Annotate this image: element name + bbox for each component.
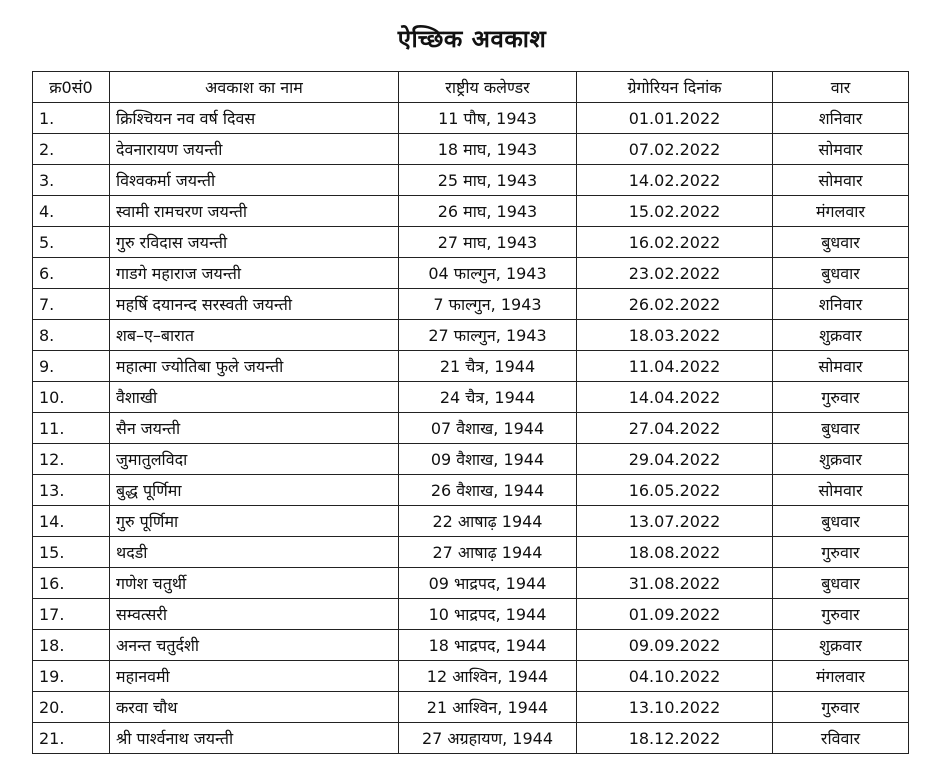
holiday-name-cell: श्री पार्श्वनाथ जयन्ती (110, 723, 399, 754)
gregorian-date-cell: 18.12.2022 (577, 723, 773, 754)
table-row (33, 196, 909, 227)
national-calendar-cell: 27 आषाढ़ 1944 (399, 537, 577, 568)
serial-number-cell: 14. (33, 506, 110, 537)
header-holiday-name: अवकाश का नाम (110, 72, 399, 103)
national-calendar-cell: 12 आश्विन, 1944 (399, 661, 577, 692)
serial-number-cell: 21. (33, 723, 110, 754)
holiday-name-cell: करवा चौथ (110, 692, 399, 723)
gregorian-date-cell: 14.02.2022 (577, 165, 773, 196)
table-row (33, 165, 909, 196)
gregorian-date-cell: 01.09.2022 (577, 599, 773, 630)
table-row (33, 134, 909, 165)
gregorian-date-cell: 29.04.2022 (577, 444, 773, 475)
table-row (33, 723, 909, 754)
national-calendar-cell: 11 पौष, 1943 (399, 103, 577, 134)
weekday-cell: बुधवार (773, 258, 909, 289)
serial-number-cell: 15. (33, 537, 110, 568)
national-calendar-cell: 04 फाल्गुन, 1943 (399, 258, 577, 289)
national-calendar-cell: 27 अग्रहायण, 1944 (399, 723, 577, 754)
weekday-cell: मंगलवार (773, 661, 909, 692)
weekday-cell: शुक्रवार (773, 320, 909, 351)
header-weekday: वार (773, 72, 909, 103)
holiday-name-cell: गुरु पूर्णिमा (110, 506, 399, 537)
national-calendar-cell: 10 भाद्रपद, 1944 (399, 599, 577, 630)
gregorian-date-cell: 23.02.2022 (577, 258, 773, 289)
gregorian-date-cell: 01.01.2022 (577, 103, 773, 134)
holiday-name-cell: अनन्त चतुर्दशी (110, 630, 399, 661)
gregorian-date-cell: 16.05.2022 (577, 475, 773, 506)
serial-number-cell: 20. (33, 692, 110, 723)
serial-number-cell: 9. (33, 351, 110, 382)
serial-number-cell: 17. (33, 599, 110, 630)
national-calendar-cell: 22 आषाढ़ 1944 (399, 506, 577, 537)
national-calendar-cell: 27 फाल्गुन, 1943 (399, 320, 577, 351)
page-title: ऐच्छिक अवकाश (397, 25, 547, 53)
holiday-name-cell: वैशाखी (110, 382, 399, 413)
national-calendar-cell: 21 चैत्र, 1944 (399, 351, 577, 382)
holiday-name-cell: देवनारायण जयन्ती (110, 134, 399, 165)
table-row (33, 692, 909, 723)
holiday-name-cell: महानवमी (110, 661, 399, 692)
serial-number-cell: 11. (33, 413, 110, 444)
table-row (33, 258, 909, 289)
optional-holidays-table (32, 71, 909, 754)
table-row (33, 444, 909, 475)
serial-number-cell: 16. (33, 568, 110, 599)
gregorian-date-cell: 18.08.2022 (577, 537, 773, 568)
holiday-name-cell: महात्मा ज्योतिबा फुले जयन्ती (110, 351, 399, 382)
table-header-row (33, 72, 909, 103)
holiday-name-cell: गणेश चतुर्थी (110, 568, 399, 599)
serial-number-cell: 4. (33, 196, 110, 227)
gregorian-date-cell: 26.02.2022 (577, 289, 773, 320)
serial-number-cell: 8. (33, 320, 110, 351)
serial-number-cell: 6. (33, 258, 110, 289)
weekday-cell: सोमवार (773, 165, 909, 196)
holiday-name-cell: थदडी (110, 537, 399, 568)
national-calendar-cell: 09 भाद्रपद, 1944 (399, 568, 577, 599)
holiday-name-cell: विश्वकर्मा जयन्ती (110, 165, 399, 196)
table-row (33, 599, 909, 630)
serial-number-cell: 5. (33, 227, 110, 258)
holiday-name-cell: सैन जयन्ती (110, 413, 399, 444)
gregorian-date-cell: 13.07.2022 (577, 506, 773, 537)
table-row (33, 475, 909, 506)
weekday-cell: बुधवार (773, 413, 909, 444)
weekday-cell: बुधवार (773, 568, 909, 599)
serial-number-cell: 19. (33, 661, 110, 692)
national-calendar-cell: 25 माघ, 1943 (399, 165, 577, 196)
national-calendar-cell: 18 माघ, 1943 (399, 134, 577, 165)
weekday-cell: बुधवार (773, 506, 909, 537)
serial-number-cell: 12. (33, 444, 110, 475)
weekday-cell: बुधवार (773, 227, 909, 258)
serial-number-cell: 3. (33, 165, 110, 196)
weekday-cell: गुरुवार (773, 692, 909, 723)
holiday-name-cell: स्वामी रामचरण जयन्ती (110, 196, 399, 227)
weekday-cell: शनिवार (773, 289, 909, 320)
national-calendar-cell: 24 चैत्र, 1944 (399, 382, 577, 413)
header-gregorian-date: ग्रेगोरियन दिनांक (577, 72, 773, 103)
table-row (33, 289, 909, 320)
serial-number-cell: 10. (33, 382, 110, 413)
holiday-name-cell: सम्वत्सरी (110, 599, 399, 630)
table-row (33, 227, 909, 258)
holiday-name-cell: गाडगे महाराज जयन्ती (110, 258, 399, 289)
national-calendar-cell: 26 माघ, 1943 (399, 196, 577, 227)
gregorian-date-cell: 09.09.2022 (577, 630, 773, 661)
holiday-name-cell: क्रिश्चियन नव वर्ष दिवस (110, 103, 399, 134)
serial-number-cell: 7. (33, 289, 110, 320)
weekday-cell: गुरुवार (773, 537, 909, 568)
gregorian-date-cell: 27.04.2022 (577, 413, 773, 444)
national-calendar-cell: 21 आश्विन, 1944 (399, 692, 577, 723)
gregorian-date-cell: 18.03.2022 (577, 320, 773, 351)
table-row (33, 537, 909, 568)
table-row (33, 630, 909, 661)
gregorian-date-cell: 07.02.2022 (577, 134, 773, 165)
weekday-cell: सोमवार (773, 134, 909, 165)
gregorian-date-cell: 11.04.2022 (577, 351, 773, 382)
weekday-cell: शुक्रवार (773, 630, 909, 661)
table-row (33, 351, 909, 382)
gregorian-date-cell: 15.02.2022 (577, 196, 773, 227)
header-national-calendar: राष्ट्रीय कलेण्डर (399, 72, 577, 103)
weekday-cell: सोमवार (773, 475, 909, 506)
table-row (33, 413, 909, 444)
table-row (33, 103, 909, 134)
weekday-cell: शुक्रवार (773, 444, 909, 475)
national-calendar-cell: 09 वैशाख, 1944 (399, 444, 577, 475)
table-row (33, 506, 909, 537)
gregorian-date-cell: 04.10.2022 (577, 661, 773, 692)
national-calendar-cell: 26 वैशाख, 1944 (399, 475, 577, 506)
weekday-cell: शनिवार (773, 103, 909, 134)
national-calendar-cell: 27 माघ, 1943 (399, 227, 577, 258)
serial-number-cell: 18. (33, 630, 110, 661)
gregorian-date-cell: 31.08.2022 (577, 568, 773, 599)
serial-number-cell: 13. (33, 475, 110, 506)
table-row (33, 661, 909, 692)
holiday-name-cell: जुमातुलविदा (110, 444, 399, 475)
gregorian-date-cell: 13.10.2022 (577, 692, 773, 723)
table-row (33, 320, 909, 351)
serial-number-cell: 2. (33, 134, 110, 165)
gregorian-date-cell: 14.04.2022 (577, 382, 773, 413)
weekday-cell: सोमवार (773, 351, 909, 382)
header-serial-number: क्र0सं0 (33, 72, 110, 103)
national-calendar-cell: 18 भाद्रपद, 1944 (399, 630, 577, 661)
holiday-name-cell: बुद्ध पूर्णिमा (110, 475, 399, 506)
holiday-name-cell: शब–ए–बारात (110, 320, 399, 351)
holiday-name-cell: महर्षि दयानन्द सरस्वती जयन्ती (110, 289, 399, 320)
weekday-cell: गुरुवार (773, 382, 909, 413)
holiday-name-cell: गुरु रविदास जयन्ती (110, 227, 399, 258)
weekday-cell: रविवार (773, 723, 909, 754)
weekday-cell: मंगलवार (773, 196, 909, 227)
national-calendar-cell: 07 वैशाख, 1944 (399, 413, 577, 444)
table-row (33, 568, 909, 599)
table-row (33, 382, 909, 413)
national-calendar-cell: 7 फाल्गुन, 1943 (399, 289, 577, 320)
weekday-cell: गुरुवार (773, 599, 909, 630)
gregorian-date-cell: 16.02.2022 (577, 227, 773, 258)
serial-number-cell: 1. (33, 103, 110, 134)
